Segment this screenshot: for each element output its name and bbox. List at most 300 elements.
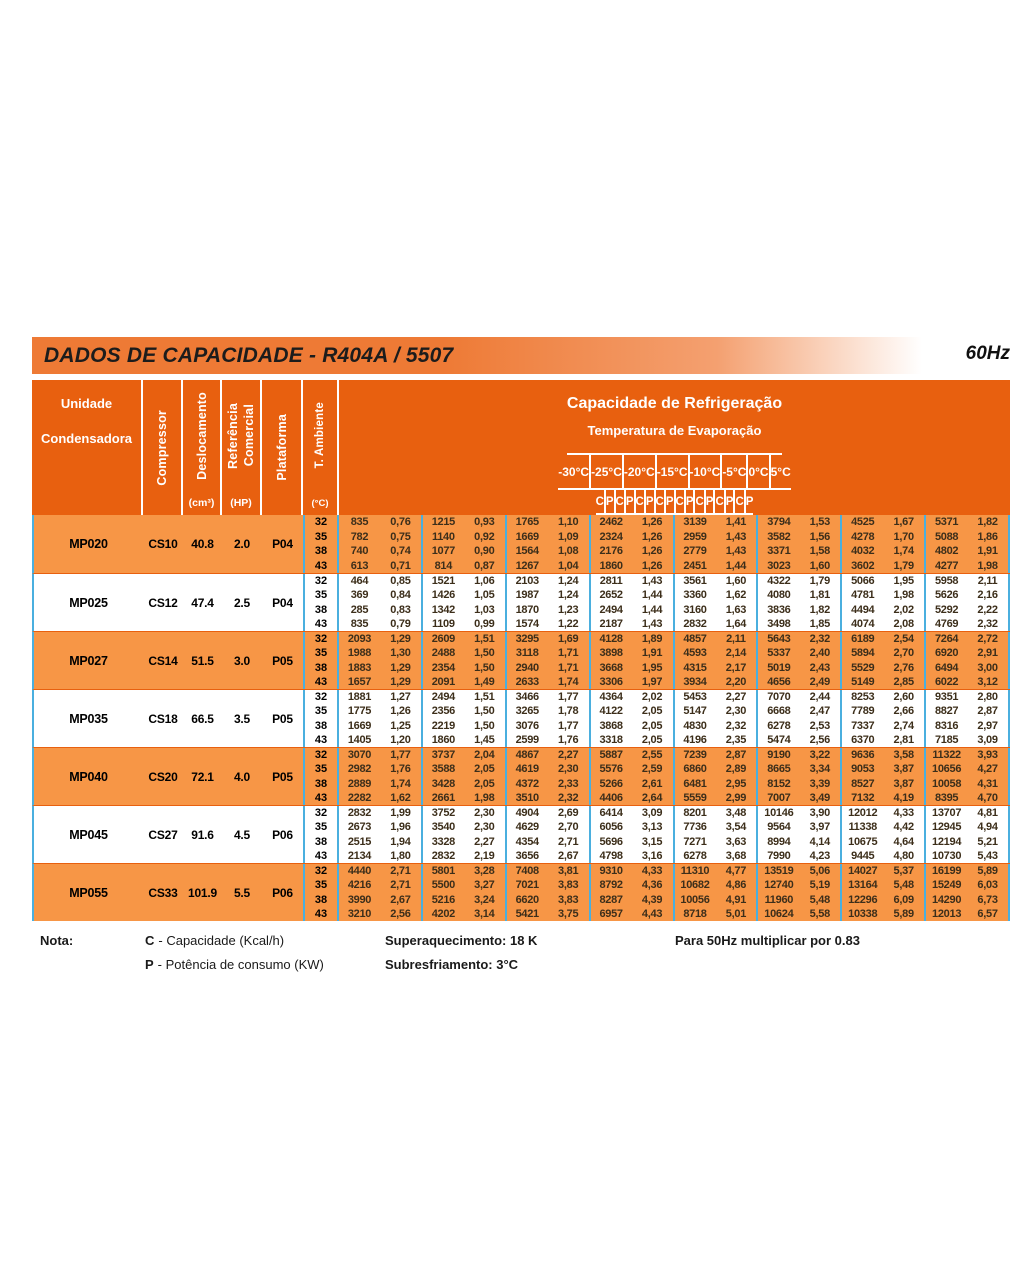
capacity-value: 2599 (515, 733, 539, 746)
compressor-value: CS14 (148, 653, 178, 668)
ambient-temp-value: 32 (303, 806, 339, 820)
power-value: 3,39 (799, 777, 842, 791)
page-title: DADOS DE CAPACIDADE - R404A / 5507 (44, 343, 454, 367)
header-referencia-line2: Comercial (242, 404, 256, 467)
power-value: 2,60 (883, 690, 926, 704)
capacity-value: 2515 (347, 835, 372, 848)
ambient-temp-value: 38 (303, 661, 339, 675)
displacement-value: 40.8 (191, 537, 214, 551)
data-row (303, 704, 1010, 718)
capacity-value: 4277 (934, 559, 959, 572)
note-50hz: Para 50Hz multiplicar por 0.83 (675, 932, 860, 948)
capacity-value: 2494 (599, 603, 623, 616)
power-value: 0,84 (380, 588, 423, 602)
capacity-value: 9564 (767, 821, 791, 834)
power-value: 1,91 (632, 646, 675, 660)
power-value: 1,43 (632, 617, 675, 631)
power-value: 1,76 (380, 762, 423, 776)
power-value: 1,62 (715, 588, 758, 602)
unit-block-mp025 (32, 573, 1010, 631)
power-value: 1,26 (380, 704, 423, 718)
power-value: 6,09 (883, 893, 926, 907)
power-value: 3,97 (799, 820, 842, 834)
capacity-value: 1342 (431, 603, 455, 616)
power-value: 3,12 (967, 675, 1010, 689)
displacement-value: 51.5 (191, 653, 214, 668)
capacity-value: 3898 (599, 647, 623, 660)
power-value: 2,02 (883, 603, 926, 617)
capacity-value: 4494 (851, 603, 875, 616)
data-row (303, 719, 1010, 733)
power-value: 2,67 (548, 849, 591, 863)
power-value: 1,71 (548, 661, 591, 675)
power-value: 2,30 (464, 806, 507, 820)
power-value: 2,17 (715, 661, 758, 675)
power-value: 4,19 (883, 791, 926, 805)
note-c-key: C (145, 932, 155, 948)
capacity-value: 2462 (599, 516, 623, 529)
power-value: 1,29 (380, 661, 423, 675)
header-plataforma-label: Plataforma (274, 414, 289, 481)
power-value: 4,91 (715, 893, 758, 907)
power-value: 1,51 (464, 690, 507, 704)
power-value: 1,58 (799, 544, 842, 559)
capacity-value: 3990 (347, 893, 372, 906)
note-capacity-legend (145, 928, 385, 952)
capacity-value: 4656 (767, 675, 791, 688)
power-value: 0,74 (380, 544, 423, 559)
capacity-value: 12740 (764, 879, 794, 892)
capacity-value: 10146 (764, 807, 794, 820)
capacity-value: 6620 (515, 893, 539, 906)
power-value: 2,74 (883, 719, 926, 733)
power-value: 1,94 (380, 835, 423, 849)
power-value: 1,74 (883, 544, 926, 559)
capacity-value: 2959 (683, 530, 707, 543)
power-value: 4,64 (883, 835, 926, 849)
power-value: 1,44 (632, 603, 675, 617)
capacity-value: 2324 (599, 530, 623, 543)
power-value: 1,79 (883, 559, 926, 574)
capacity-value: 2889 (347, 777, 372, 790)
compressor-value: CS27 (148, 827, 178, 842)
capacity-value: 10682 (680, 879, 710, 892)
power-value: 1,69 (548, 632, 591, 646)
capacity-value: 3328 (431, 835, 455, 848)
capacity-value: 8718 (683, 907, 707, 920)
capacity-value: 1860 (431, 733, 455, 746)
capacity-value: 1988 (347, 647, 372, 660)
header-unidade-line1: Unidade (60, 396, 113, 411)
power-value: 1,10 (548, 515, 591, 530)
capacity-value: 2779 (683, 545, 707, 558)
data-row (303, 849, 1010, 863)
capacity-value: 4781 (851, 589, 875, 602)
platform-value: P04 (272, 595, 293, 610)
capacity-value: 4798 (599, 849, 623, 862)
capacity-value: 4802 (934, 545, 959, 558)
power-value: 2,30 (715, 704, 758, 718)
displacement-value: 101.9 (187, 885, 218, 900)
power-value: 2,61 (632, 777, 675, 791)
capacity-value: 10058 (932, 777, 962, 790)
power-value: 2,05 (632, 719, 675, 733)
power-value: 4,23 (799, 849, 842, 863)
power-value: 2,54 (883, 632, 926, 646)
ambient-temp-value: 32 (303, 515, 339, 530)
power-value: 1,26 (632, 559, 675, 574)
capacity-subheader: C (695, 490, 705, 515)
power-value: 1,43 (715, 530, 758, 545)
data-row (303, 806, 1010, 820)
capacity-subheader: C (596, 490, 606, 515)
power-value: 2,49 (799, 675, 842, 689)
frequency-label: 60Hz (965, 343, 1010, 364)
power-value: 2,71 (380, 864, 423, 878)
power-value: 1,50 (464, 661, 507, 675)
capacity-value: 1215 (431, 516, 455, 529)
power-value: 1,60 (715, 574, 758, 588)
power-value: 3,81 (548, 864, 591, 878)
power-value: 2,64 (632, 791, 675, 805)
power-value: 4,43 (632, 907, 675, 921)
power-value: 2,69 (548, 806, 591, 820)
power-value: 2,70 (548, 820, 591, 834)
power-value: 1,25 (380, 719, 423, 733)
ambient-temp-value: 43 (303, 849, 339, 863)
capacity-value: 5887 (599, 749, 623, 762)
unit-block-mp040 (32, 747, 1010, 805)
compressor-value: CS10 (148, 537, 178, 551)
capacity-value: 3023 (767, 559, 791, 572)
power-value: 1,77 (548, 719, 591, 733)
power-value: 1,30 (380, 646, 423, 660)
power-value: 6,03 (967, 878, 1010, 892)
capacity-value: 8792 (599, 879, 623, 892)
power-value: 1,80 (380, 849, 423, 863)
unit-block-mp027 (32, 631, 1010, 689)
power-value: 2,32 (967, 617, 1010, 631)
power-value: 1,85 (799, 617, 842, 631)
capacity-value: 10675 (848, 835, 878, 848)
data-row (303, 661, 1010, 675)
capacity-value: 1077 (431, 545, 455, 558)
power-subheader: P (646, 490, 656, 515)
capacity-value: 7007 (767, 791, 791, 804)
compressor-value: CS18 (148, 711, 178, 726)
capacity-value: 4202 (431, 907, 455, 920)
power-value: 5,21 (967, 835, 1010, 849)
capacity-value: 4769 (934, 617, 959, 630)
capacity-value: 1140 (432, 530, 455, 543)
power-value: 0,76 (380, 515, 423, 530)
power-value: 2,55 (632, 748, 675, 762)
power-value: 2,66 (883, 704, 926, 718)
power-subheader: P (666, 490, 676, 515)
capacity-value: 3561 (683, 575, 707, 588)
capacity-value: 8395 (934, 791, 959, 804)
capacity-value: 13707 (932, 807, 962, 820)
displacement-value: 91.6 (191, 827, 214, 842)
power-value: 2,85 (883, 675, 926, 689)
ambient-temp-value: 38 (303, 777, 339, 791)
capacity-value: 4216 (347, 879, 372, 892)
power-value: 5,06 (799, 864, 842, 878)
capacity-value: 5559 (683, 791, 707, 804)
capacity-value: 3868 (599, 719, 623, 732)
power-value: 1,91 (967, 544, 1010, 559)
unit-model: MP045 (69, 827, 108, 842)
capacity-value: 2811 (599, 575, 623, 588)
power-value: 1,24 (548, 588, 591, 602)
capacity-value: 9310 (599, 865, 623, 878)
power-value: 1,81 (799, 588, 842, 602)
power-value: 0,87 (464, 559, 507, 574)
power-value: 2,20 (715, 675, 758, 689)
capacity-value: 1521 (431, 575, 455, 588)
capacity-value: 7990 (767, 849, 791, 862)
power-value: 2,32 (715, 719, 758, 733)
displacement-value: 72.1 (191, 769, 214, 784)
capacity-value: 3295 (515, 633, 539, 646)
data-row (303, 588, 1010, 602)
power-value: 2,56 (799, 733, 842, 747)
capacity-value: 10656 (932, 763, 962, 776)
data-row (303, 515, 1010, 530)
capacity-value: 2940 (515, 661, 539, 674)
ambient-temp-value: 43 (303, 675, 339, 689)
ambient-temp-value: 32 (303, 574, 339, 588)
power-value: 1,70 (883, 530, 926, 545)
capacity-value: 2488 (431, 647, 455, 660)
capacity-value: 740 (350, 545, 369, 558)
capacity-value: 4364 (599, 691, 623, 704)
capacity-value: 6056 (599, 821, 623, 834)
power-value: 2,05 (464, 777, 507, 791)
hp-reference-value: 2.0 (233, 537, 251, 551)
power-value: 4,31 (967, 777, 1010, 791)
capacity-value: 7070 (767, 691, 791, 704)
capacity-value: 14027 (848, 865, 878, 878)
evap-temp-header: -10°C (690, 455, 723, 490)
power-value: 2,11 (715, 632, 758, 646)
power-subheader: P (706, 490, 716, 515)
table-body (32, 515, 1010, 921)
power-value: 2,47 (799, 704, 842, 718)
evap-temp-header: 5°C (771, 455, 791, 490)
evap-temp-row (558, 455, 790, 490)
power-value: 3,87 (883, 762, 926, 776)
power-value: 1,05 (464, 588, 507, 602)
table-header (32, 380, 1010, 515)
power-value: 2,02 (632, 690, 675, 704)
capacity-value: 464 (350, 575, 369, 588)
capacity-value: 1881 (347, 691, 372, 704)
power-value: 2,67 (380, 893, 423, 907)
power-value: 2,16 (967, 588, 1010, 602)
power-value: 1,03 (464, 603, 507, 617)
header-referencia-line1: Referência (226, 402, 240, 469)
capacity-value: 9190 (767, 749, 791, 762)
header-deslocamento (183, 380, 222, 515)
capacity-value: 9053 (851, 763, 875, 776)
power-value: 1,04 (548, 559, 591, 574)
capacity-value: 3371 (767, 545, 791, 558)
power-value: 4,39 (632, 893, 675, 907)
ambient-temp-value: 38 (303, 835, 339, 849)
power-value: 4,33 (632, 864, 675, 878)
power-value: 2,81 (883, 733, 926, 747)
capacity-value: 6414 (599, 807, 623, 820)
power-value: 5,19 (799, 878, 842, 892)
power-value: 3,15 (632, 835, 675, 849)
capacity-value: 5529 (851, 661, 875, 674)
power-value: 5,01 (715, 907, 758, 921)
header-compressor-label: Compressor (155, 409, 169, 486)
power-value: 2,89 (715, 762, 758, 776)
power-value: 2,40 (799, 646, 842, 660)
power-value: 3,48 (715, 806, 758, 820)
power-value: 1,43 (632, 574, 675, 588)
data-row (303, 762, 1010, 776)
header-plataforma (262, 380, 303, 515)
header-deslocamento-label: Deslocamento (194, 391, 209, 480)
capacity-value: 4857 (683, 633, 707, 646)
power-value: 1,09 (548, 530, 591, 545)
power-value: 2,27 (464, 835, 507, 849)
capacity-value: 1765 (515, 516, 539, 529)
power-value: 2,27 (548, 748, 591, 762)
power-value: 4,81 (967, 806, 1010, 820)
capacity-value: 6957 (599, 907, 623, 920)
power-value: 2,72 (967, 632, 1010, 646)
ambient-temp-value: 35 (303, 820, 339, 834)
data-row (303, 820, 1010, 834)
power-value: 1,29 (380, 675, 423, 689)
capacity-value: 4278 (851, 530, 875, 543)
power-value: 1,89 (632, 632, 675, 646)
capacity-value: 8527 (851, 777, 875, 790)
platform-value: P05 (272, 769, 293, 784)
capacity-value: 4354 (515, 835, 539, 848)
capacity-value: 7408 (515, 865, 539, 878)
capacity-value: 6920 (934, 647, 959, 660)
capacity-value: 3428 (431, 777, 455, 790)
power-value: 4,27 (967, 762, 1010, 776)
header-referencia-comercial (222, 380, 262, 515)
power-value: 2,87 (967, 704, 1010, 718)
capacity-value: 12194 (932, 835, 962, 848)
power-subheader: P (746, 490, 754, 515)
capacity-value: 2093 (347, 633, 372, 646)
capacity-value: 1426 (431, 589, 455, 602)
data-row (303, 544, 1010, 559)
ambient-temp-value: 35 (303, 646, 339, 660)
power-value: 5,48 (799, 893, 842, 907)
capacity-value: 7264 (934, 633, 959, 646)
power-value: 2,05 (632, 733, 675, 747)
ambient-temp-value: 43 (303, 791, 339, 805)
power-value: 2,99 (715, 791, 758, 805)
power-value: 1,98 (883, 588, 926, 602)
capacity-value: 5696 (599, 835, 623, 848)
capacity-value: 6189 (851, 633, 875, 646)
note-c-text: - Capacidade (Kcal/h) (158, 932, 285, 948)
capacity-value: 7789 (851, 705, 875, 718)
power-value: 1,98 (464, 791, 507, 805)
capacity-value: 3265 (515, 705, 539, 718)
power-value: 1,43 (715, 544, 758, 559)
data-row (303, 617, 1010, 631)
power-value: 2,44 (799, 690, 842, 704)
power-value: 4,14 (799, 835, 842, 849)
capacity-value: 3588 (431, 763, 455, 776)
power-value: 3,22 (799, 748, 842, 762)
capacity-value: 3160 (683, 603, 707, 616)
capacity-value: 10338 (848, 907, 878, 920)
capacity-value: 9636 (851, 749, 875, 762)
power-value: 3,68 (715, 849, 758, 863)
capacity-value: 7337 (851, 719, 875, 732)
capacity-subheader: C (735, 490, 745, 515)
capacity-value: 4629 (515, 821, 539, 834)
capacity-value: 5147 (683, 705, 707, 718)
power-value: 2,30 (548, 762, 591, 776)
unit-model: MP025 (69, 595, 108, 610)
power-value: 5,58 (799, 907, 842, 921)
displacement-value: 66.5 (191, 711, 214, 726)
capacity-value: 3466 (515, 691, 539, 704)
capacity-value: 3934 (683, 675, 707, 688)
power-value: 1,22 (548, 617, 591, 631)
power-value: 4,36 (632, 878, 675, 892)
capacity-subheader: C (656, 490, 666, 515)
header-unidade-condensadora (32, 380, 143, 515)
capacity-value: 5371 (934, 516, 959, 529)
capacity-value: 16199 (932, 865, 962, 878)
ambient-temp-value: 35 (303, 530, 339, 545)
unit-model: MP027 (69, 653, 108, 668)
power-value: 5,37 (883, 864, 926, 878)
power-value: 3,27 (464, 878, 507, 892)
capacity-value: 814 (434, 559, 453, 572)
capacity-value: 5337 (767, 647, 791, 660)
capacity-value: 8287 (599, 893, 623, 906)
power-value: 0,71 (380, 559, 423, 574)
capacity-value: 8152 (767, 777, 791, 790)
header-t-ambiente-unit: (°C) (311, 497, 329, 509)
header-unidade-line2: Condensadora (40, 431, 132, 446)
capacity-value: 6278 (767, 719, 791, 732)
capacity-value: 5643 (767, 633, 791, 646)
capacity-value: 1870 (515, 603, 539, 616)
capacity-value: 835 (350, 516, 369, 529)
title-bar (32, 337, 1010, 374)
data-row (303, 574, 1010, 588)
capacity-value: 13164 (848, 879, 878, 892)
capacity-value: 4619 (515, 763, 539, 776)
power-value: 1,63 (715, 603, 758, 617)
power-value: 3,28 (464, 864, 507, 878)
capacity-value: 6481 (683, 777, 707, 790)
capacity-value: 5958 (934, 575, 959, 588)
capacity-value: 3656 (515, 849, 539, 862)
power-value: 2,76 (883, 661, 926, 675)
power-value: 1,26 (632, 530, 675, 545)
power-value: 4,70 (967, 791, 1010, 805)
header-capacity-section (339, 380, 1010, 515)
capacity-value: 2187 (599, 617, 623, 630)
